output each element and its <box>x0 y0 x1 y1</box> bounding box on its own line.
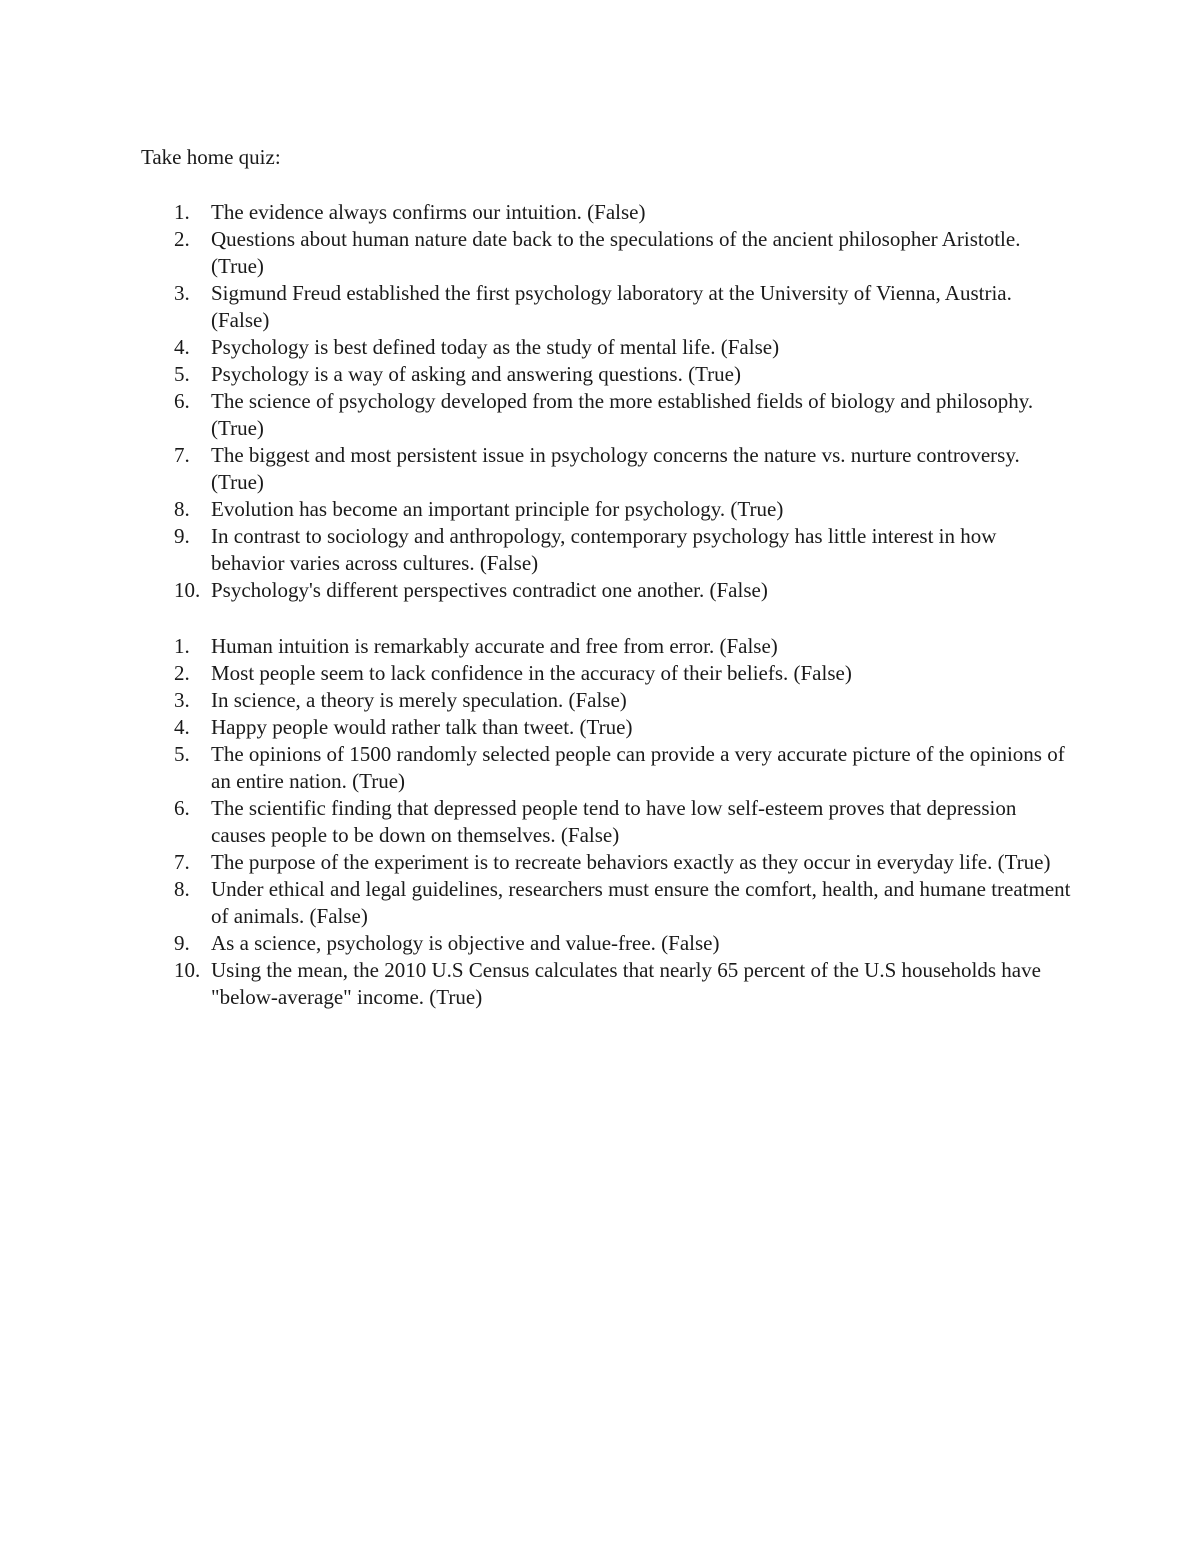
item-number: 6. <box>174 796 190 820</box>
item-number: 8. <box>174 497 190 521</box>
item-number: 8. <box>174 877 190 901</box>
item-text: Sigmund Freud established the first psychology laboratory at the University of Vienna, Austria. (False) <box>211 281 1012 332</box>
item-number: 5. <box>174 742 190 766</box>
quiz-item <box>141 876 1071 930</box>
item-text: The science of psychology developed from the more established fields of biology and philosophy. (True) <box>211 389 1034 440</box>
item-number: 2. <box>174 227 190 251</box>
item-text: Under ethical and legal guidelines, researchers must ensure the comfort, health, and humane treatment of animals. (False) <box>211 877 1071 928</box>
quiz-item <box>141 687 1071 714</box>
quiz-item <box>141 334 1071 361</box>
item-number: 3. <box>174 688 190 712</box>
item-number: 6. <box>174 389 190 413</box>
item-number: 10. <box>174 578 201 602</box>
item-text: Psychology is best defined today as the study of mental life. (False) <box>211 335 780 359</box>
item-text: Using the mean, the 2010 U.S Census calculates that nearly 65 percent of the U.S households have "below-average" income. (True) <box>211 958 1041 1009</box>
item-text: Questions about human nature date back to the speculations of the ancient philosopher Aristotle. (True) <box>211 227 1021 278</box>
quiz-item <box>141 577 1071 604</box>
item-number: 10. <box>174 958 201 982</box>
item-number: 9. <box>174 524 190 548</box>
item-number: 7. <box>174 850 190 874</box>
item-text: Human intuition is remarkably accurate and free from error. (False) <box>211 634 778 658</box>
item-text: The purpose of the experiment is to recreate behaviors exactly as they occur in everyday life. (True) <box>211 850 1051 874</box>
quiz-item <box>141 795 1071 849</box>
item-number: 5. <box>174 362 190 386</box>
quiz-item <box>141 930 1071 957</box>
item-text: Evolution has become an important principle for psychology. (True) <box>211 497 784 521</box>
quiz-list-2 <box>141 633 1071 1011</box>
item-number: 2. <box>174 661 190 685</box>
item-text: In science, a theory is merely speculation. (False) <box>211 688 627 712</box>
item-text: Most people seem to lack confidence in the accuracy of their beliefs. (False) <box>211 661 852 685</box>
item-number: 1. <box>174 634 190 658</box>
quiz-item <box>141 741 1071 795</box>
item-number: 3. <box>174 281 190 305</box>
item-text: The scientific finding that depressed people tend to have low self-esteem proves that depression causes people to be down on themselves. (False) <box>211 796 1017 847</box>
item-text: The evidence always confirms our intuition. (False) <box>211 200 646 224</box>
item-number: 9. <box>174 931 190 955</box>
quiz-item <box>141 442 1071 496</box>
item-number: 4. <box>174 335 190 359</box>
quiz-title: Take home quiz: <box>141 145 281 169</box>
quiz-item <box>141 388 1071 442</box>
item-number: 4. <box>174 715 190 739</box>
item-text: As a science, psychology is objective and value-free. (False) <box>211 931 720 955</box>
quiz-item <box>141 199 1071 226</box>
item-text: The biggest and most persistent issue in psychology concerns the nature vs. nurture controversy. (True) <box>211 443 1020 494</box>
item-text: Psychology's different perspectives contradict one another. (False) <box>211 578 768 602</box>
item-number: 7. <box>174 443 190 467</box>
quiz-item <box>141 714 1071 741</box>
quiz-item <box>141 280 1071 334</box>
quiz-list-1 <box>141 199 1071 604</box>
item-text: Happy people would rather talk than tweet. (True) <box>211 715 633 739</box>
quiz-item <box>141 957 1071 1011</box>
quiz-item <box>141 523 1071 577</box>
item-text: Psychology is a way of asking and answering questions. (True) <box>211 362 741 386</box>
quiz-item <box>141 226 1071 280</box>
quiz-item <box>141 496 1071 523</box>
item-text: In contrast to sociology and anthropology, contemporary psychology has little interest in how behavior varies across cultures. (False) <box>211 524 997 575</box>
item-text: The opinions of 1500 randomly selected people can provide a very accurate picture of the opinions of an entire nation. (True) <box>211 742 1065 793</box>
quiz-item <box>141 633 1071 660</box>
quiz-item <box>141 660 1071 687</box>
quiz-item <box>141 361 1071 388</box>
item-number: 1. <box>174 200 190 224</box>
quiz-item <box>141 849 1071 876</box>
